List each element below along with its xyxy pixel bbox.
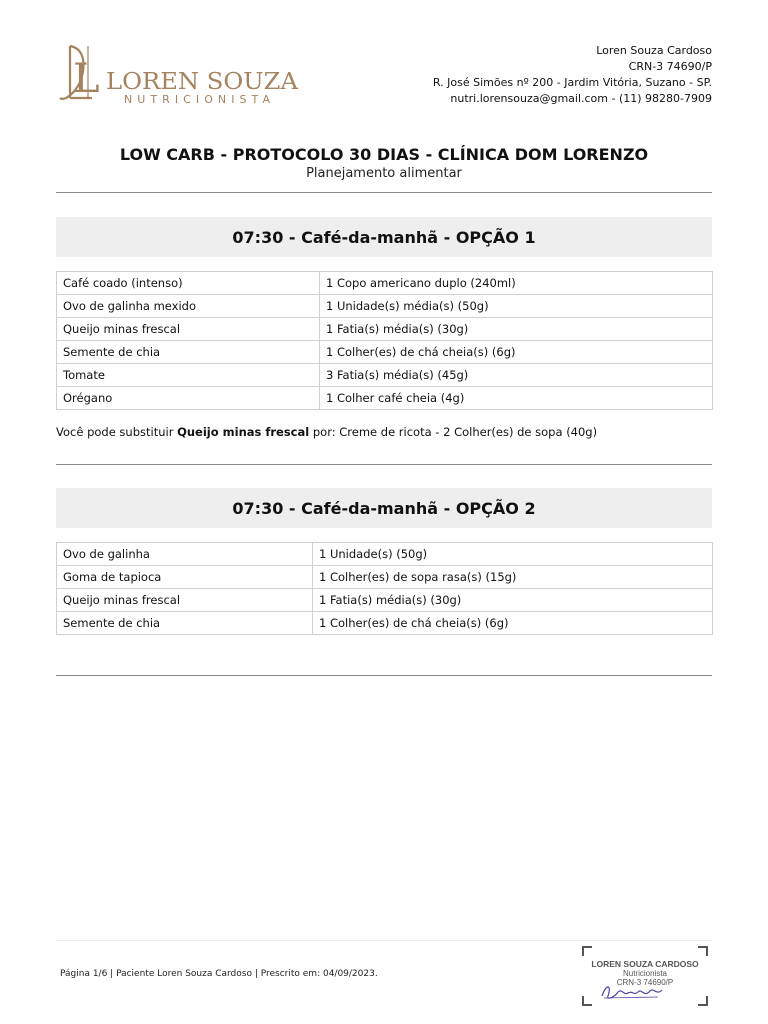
stamp-name: LOREN SOUZA CARDOSO (591, 959, 699, 969)
food-quantity: 1 Unidade(s) média(s) (50g) (320, 295, 713, 318)
nutritionist-name: Loren Souza Cardoso (596, 44, 712, 57)
table-row (57, 295, 713, 318)
food-quantity: 1 Unidade(s) (50g) (313, 543, 713, 566)
substitution-prefix: Você pode substituir (56, 425, 178, 439)
table-row (57, 543, 713, 566)
document-title: LOW CARB - PROTOCOLO 30 DIAS - CLÍNICA DOM LORENZO (119, 145, 649, 164)
handwritten-signature (598, 982, 668, 1002)
food-quantity: 3 Fatia(s) média(s) (45g) (320, 364, 713, 387)
food-name: Semente de chia (57, 612, 313, 635)
stamp-corner (698, 946, 708, 956)
food-quantity: 1 Colher café cheia (4g) (320, 387, 713, 410)
food-name: Goma de tapioca (57, 566, 313, 589)
logo-monogram: L (73, 56, 100, 102)
food-quantity: 1 Colher(es) de chá cheia(s) (6g) (313, 612, 713, 635)
divider (56, 192, 712, 193)
substitution-suffix: por: Creme de ricota - 2 Colher(es) de sopa (40g) (309, 425, 598, 439)
footer-divider (56, 940, 712, 941)
food-quantity: 1 Fatia(s) média(s) (30g) (313, 589, 713, 612)
divider (56, 464, 712, 465)
table-row (57, 318, 713, 341)
meal-table-option-1 (56, 271, 713, 410)
food-name: Semente de chia (57, 341, 320, 364)
table-row (57, 589, 713, 612)
food-name: Queijo minas frescal (57, 589, 313, 612)
logo-tagline: NUTRICIONISTA (124, 93, 270, 106)
stamp-crn: CRN-3 74690/P (616, 978, 674, 987)
brand-logo (56, 40, 306, 110)
substitution-item: Queijo minas frescal (177, 425, 310, 439)
table-row (57, 364, 713, 387)
stamp-corner (582, 996, 592, 1006)
table-row (57, 341, 713, 364)
stamp-corner (582, 946, 592, 956)
contact-block (433, 43, 712, 107)
meal-heading-option-1: 07:30 - Café-da-manhã - OPÇÃO 1 (56, 217, 712, 257)
table-row (57, 272, 713, 295)
food-name: Queijo minas frescal (57, 318, 320, 341)
stamp-corner (698, 996, 708, 1006)
table-row (57, 566, 713, 589)
address: R. José Simões nº 200 - Jardim Vitória, Suzano - SP. (432, 76, 712, 89)
food-name: Orégano (57, 387, 320, 410)
page-header (56, 40, 712, 110)
crn-number: CRN-3 74690/P (628, 60, 712, 73)
food-quantity: 1 Colher(es) de chá cheia(s) (6g) (320, 341, 713, 364)
meal-heading-option-2: 07:30 - Café-da-manhã - OPÇÃO 2 (56, 488, 712, 528)
divider (56, 675, 712, 676)
substitution-note (56, 425, 597, 439)
table-row (57, 387, 713, 410)
document-subtitle: Planejamento alimentar (306, 166, 462, 181)
food-name: Ovo de galinha (57, 543, 313, 566)
food-quantity: 1 Copo americano duplo (240ml) (320, 272, 713, 295)
meal-table-option-2 (56, 542, 713, 635)
food-name: Tomate (57, 364, 320, 387)
food-name: Ovo de galinha mexido (57, 295, 320, 318)
logo-brand-text: LOREN SOUZA (106, 69, 299, 95)
signature-stamp (582, 946, 708, 1006)
food-name: Café coado (intenso) (57, 272, 320, 295)
stamp-role: Nutricionista (622, 969, 667, 978)
email-phone: nutri.lorensouza@gmail.com - (11) 98280-7909 (450, 92, 712, 105)
food-quantity: 1 Colher(es) de sopa rasa(s) (15g) (313, 566, 713, 589)
food-quantity: 1 Fatia(s) média(s) (30g) (320, 318, 713, 341)
table-row (57, 612, 713, 635)
page-footer: Página 1/6 | Paciente Loren Souza Cardoso | Prescrito em: 04/09/2023. (60, 969, 378, 979)
